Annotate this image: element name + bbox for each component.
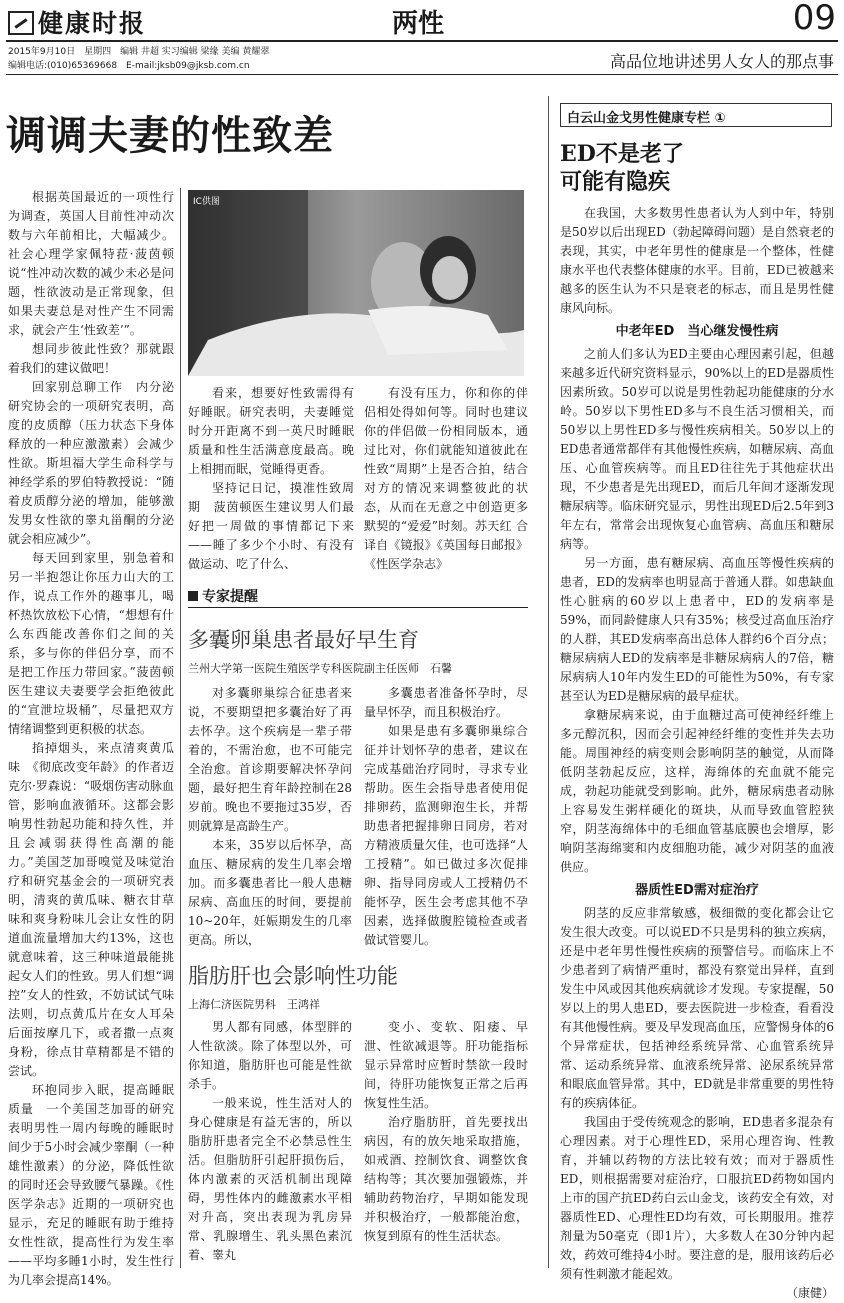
paragraph: 环抱同步入眠，提高睡眠质量 一个美国芝加哥的研究表明男性一周内每晚的睡眠时间少于5小时会减少睾酮（一种雄性激素）的分泌，降低性欲的同时还会导致腰气暴躁。《性医学杂志》近期的一项研究也显示，充足的睡眠有助于维持女性性欲，提高性行为发生率——平均多睡1小时，发生性行为几率会提高14%。 <box>8 1083 174 1287</box>
paragraph: 拿糖尿病来说，由于血糖过高可使神经纤维上多元醇沉积，因而会引起神经纤维的变性并失去功能。周围神经的病变则会影响阴茎的触觉，从而降低阴茎勃起反应，这样，海绵体的充血就不能完成，勃起功能就受到影响。此外，糖尿病患者动脉上容易发生粥样硬化的斑块，从而导致血管腔狭窄，阴茎海绵体中的毛细血管基底膜也会增厚，影响阴茎海绵窦和内皮细胞功能，减少对阴茎的血液供应。 <box>560 708 834 874</box>
paragraph: 治疗脂肪肝，首先要找出病因，有的放矢地采取措施，如戒酒、控制饮食、调整饮食结构等；其次要加强锻炼，并辅助药物治疗，早期如能发现并积极治疗，一般都能治愈，恢复到原有的性生活状态。 <box>364 1115 528 1243</box>
logo-mark-icon <box>8 11 34 35</box>
article-title-fatty-liver: 脂肪肝也会影响性功能 <box>188 964 398 988</box>
paragraph: 想同步彼此性致？那就跟着我们的建议做吧！ <box>8 342 174 375</box>
main-article-col1 <box>8 188 174 1287</box>
paragraph: 之前人们多认为ED主要由心理因素引起，但越来越多近代研究资料显示，90%以上的ED是器质性因素所致。50岁可以说是男性勃起功能健康的分水岭。50岁以下男性ED多与不良生活习惯相关，而50岁以上男性ED多与慢性疾病相关。50岁以上的ED患者通常都伴有其他慢性疾病，如糖尿病、高血压、心血管疾病等。而且ED往往先于其他症状出现，不少患者是先出现ED，而后几年间才逐渐发现糖尿病等。临床研究显示，男性出现ED后2.5年到3年左右，常常会出现恢复心血管病、高血压和糖尿病等。 <box>560 347 834 551</box>
masthead-rule <box>6 40 838 42</box>
main-article-col2 <box>188 384 354 576</box>
sidebar-headline: ED不是老了 可能有隐疾 <box>560 141 684 195</box>
paragraph: 每天回到家里，别急着和另一半抱怨让你压力山大的工作，说点工作外的趣事儿，喝杯热饮放松下心情，“想想有什么东西能改善你们之间的关系，多与你的伴侣分享，而不是把工作压力带回家。”菠茵顿医生建议夫妻要学会拒绝彼此的“宣泄垃圾桶”，尽量把双方情绪调整到更积极的状态。 <box>8 551 174 736</box>
photo-credit: IC供图 <box>193 197 220 207</box>
paragraph: 另一方面，患有糖尿病、高血压等慢性疾病的患者，ED的发病率也明显高于普通人群。如患缺血性心脏病的60岁以上患者中，ED的发病率是59%，而同龄健康人只有35%；核受过高血压治疗的人群，其ED发病率高出总体人群约6个百分点；糖尿病病人ED的发病率是非糖尿病病人的7倍，糖尿病病人10年内发生ED的可能性为50%，有专家甚至认为ED是糖尿病的最早症状。 <box>560 556 834 703</box>
subheading-chronic: 中老年ED 当心继发慢性病 <box>615 324 779 339</box>
contact-line: 编辑电话:(010)65369668 E-mail:jksb09@jksb.com.cn <box>8 61 250 71</box>
paragraph: 本来，35岁以后怀孕，高血压、糖尿病的发生几率会增加。而多囊患者比一般人患糖尿病、高血压的时间，要提前10~20年，妊娠期发生的几率更高。所以， <box>188 838 352 947</box>
sidebar-divider <box>548 96 549 1268</box>
paragraph: 对多囊卵巢综合征患者来说，不要期望把多囊治好了再去怀孕。这个疾病是一辈子带着的，不需治愈，也不可能完全治愈。首诊期要解决怀孕问题，最好把生育年龄控制在28岁前。晚也不要拖过35岁，否则就算是高龄生产。 <box>188 686 352 833</box>
section-slogan: 高品位地讲述男人女人的那点事 <box>609 52 834 71</box>
paragraph: 多囊患者准备怀孕时，尽量早怀孕，而且积极治疗。 <box>364 686 528 719</box>
byline-fatty-liver: 上海仁济医院男科 王鸿祥 <box>188 998 320 1011</box>
paragraph: 阴茎的反应非常敏感，极细微的变化都会让它发生很大改变。可以说ED不只是男科的独立疾病，还是中老年男性慢性疾病的预警信号。而临床上不少患者到了病情严重时，都没有察觉出异样，直到发生中风或因其他疾病就诊才发现。专家提醒，50岁以上的男人患ED，要去医院进一步检查，看看没有其他慢性病。要及早发现高血压，应警惕身体的6个异常症状，包括神经系统异常、心血管系统异常、运动系统异常、血液系统异常、泌尿系统异常和眼底血管异常。其中，ED就是非常重要的男性特有的疾病体征。 <box>560 906 834 1110</box>
section-title: 两性 <box>392 9 445 39</box>
paragraph: 我国由于受传统观念的影响，ED患者多混杂有心理因素。对于心理性ED，采用心理咨询、性教育，并辅以药物的方法比较有效；而对于器质性ED，则根据需要对症治疗，口服抗ED药物如国内上市的国产抗ED药白云山金戈，该药安全有效，对器质性ED、心理性ED均有效，可长期服用。推荐剂量为50毫克（即1片），大多数人在30分钟内起效，药效可维持4小时。要注意的是，服用该药后必须有性刺激才能起效。 <box>560 1115 834 1281</box>
paragraph: 一般来说，性生活对人的身心健康是有益无害的，所以脂肪肝患者完全不必禁忌性生活。但脂肪肝引起肝损伤后，体内激素的灭活机制出现障碍，男性体内的雌激素水平相对升高，突出表现为乳房异常、乳腺增生、乳头黑色素沉着、睾丸 <box>188 1096 352 1262</box>
paragraph: 回家别总聊工作 内分泌研究协会的一项研究表明，高度的皮质醇（压力状态下身体释放的一种应激激素）会减少性欲。斯坦福大学生命科学与神经学系的罗伯特教授说：“随着皮质醇分泌的增加，能够激发男女性欲的睾丸甾酮的分泌就会相应减少”。 <box>8 380 174 546</box>
date-editor-line: 2015年9月10日 星期四 编辑 井超 实习编辑 梁缘 美编 黄耀翠 <box>8 47 270 57</box>
article-pcos-col-b <box>364 684 528 956</box>
newspaper-logo: 健康时报 <box>8 4 146 40</box>
masthead-rule-bottom <box>6 74 838 75</box>
page-number: 09 <box>792 0 836 38</box>
byline-pcos: 兰州大学第一医院生殖医学专科医院副主任医师 石馨 <box>188 662 452 675</box>
column-banner: 白云山金戈男性健康专栏 ① <box>560 103 832 127</box>
expert-section-label: 专家提醒 <box>188 586 258 606</box>
paragraph: 掐掉烟头，来点清爽黄瓜味 《彻底改变年龄》的作者迈克尔·罗森说：“吸烟伤害动脉血管，影响血液循环。这都会影响男性勃起功能和持久性，并且会减弱获得性高潮的能力。”美国芝加哥嗅觉及味觉治疗和研究基金会的一项研究表明，清爽的黄瓜味、糖衣甘草味和爽身粉味儿会让女性的阴道血流量增加大约13%，这也就意味着，这三种味道最能挑起女人们的性致。男人们想“调控”女人的性致，不妨试试气味法则，切点黄瓜片在女人耳朵后面按摩几下，或者撒一点爽身粉，徐点甘草精都是不错的尝试。 <box>8 741 174 1078</box>
paragraph: 有没有压力，你和你的伴侣相处得如何等。同时也建议你的伴侣做一份相同版本，通过比对，你们就能知道彼此在性致“周期”上是否合拍，结合对方的情况来调整彼此的状态，从而在无意之中创造更多默契的“爱爱”时刻。苏天红 合译自《镜报》《英国每日邮报》《性医学杂志》 <box>364 386 528 571</box>
couple-photo-icon <box>188 190 524 376</box>
article-fatty-liver-col-b <box>364 1018 528 1268</box>
paragraph: 根据英国最近的一项性行为调查，英国人目前性冲动次数与六年前相比，大幅减少。社会心理学家佩特菈·菠茵顿说“性冲动次数的减少未必是问题，性欲波动是正常现象，但如果夫妻总是对性产生不同需求，就会产生‘性致差’”。 <box>8 190 174 337</box>
main-headline: 调调夫妻的性致差 <box>6 112 334 159</box>
article-pcos-col-a <box>188 684 352 956</box>
article-fatty-liver-col-a <box>188 1018 352 1268</box>
column-divider <box>180 188 181 1268</box>
article-title-pcos: 多囊卵巢患者最好早生育 <box>188 628 419 652</box>
paragraph: 坚持记日记，摸准性致周期 菠茵顿医生建议男人们最好把一周做的事情都记下来——睡了多少个小时、有没有做运动、吃了什么、 <box>188 481 354 571</box>
paragraph: 如果是患有多囊卵巢综合征并计划怀孕的患者，建议在完成基础治疗同时，寻求专业帮助。医生会指导患者使用促排卵药，监测卵泡生长，并帮助患者把握排卵日同房，若对方精液质量欠佳，也可选择“人工授精”。如已做过多次促排卵、指导同房或人工授精仍不能怀孕，医生会考虑其他不孕因素，选择做腹腔镜检查或者做试管婴儿。 <box>364 724 528 947</box>
expert-rule <box>188 607 528 608</box>
subheading-treatment: 器质性ED需对症治疗 <box>635 883 759 898</box>
author-signoff: （康健） <box>785 1286 834 1300</box>
sidebar-article-body <box>560 204 834 1300</box>
square-bullet-icon <box>188 591 198 601</box>
paragraph: 男人都有同感，体型胖的人性欲淡。除了体型以外，可你知道，脂肪肝也可能是性欲杀手。 <box>188 1020 352 1091</box>
main-article-col3 <box>364 384 528 576</box>
paragraph: 在我国，大多数男性患者认为人到中年，特别是50岁以后出现ED（勃起障碍问题）是自然衰老的表现，其实，中老年男性的健康是一个整体，性健康水平也代表整体健康的水平。目前，ED已被越来越多的医生认为不只是衰老的标志，而且是男性健康风向标。 <box>560 206 834 315</box>
couple-photo <box>188 190 524 376</box>
paragraph: 变小、变软、阳痿、早泄、性欲减退等。肝功能指标显示异常时应暂时禁欲一段时间，待肝功能恢复正常之后再恢复性生活。 <box>364 1020 528 1110</box>
paragraph: 看来，想要好性致需得有好睡眠。研究表明，夫妻睡觉时分开距离不到一英尺时睡眠质量和性生活满意度最高。晚上相拥而眠，觉睡得更香。 <box>188 386 354 476</box>
